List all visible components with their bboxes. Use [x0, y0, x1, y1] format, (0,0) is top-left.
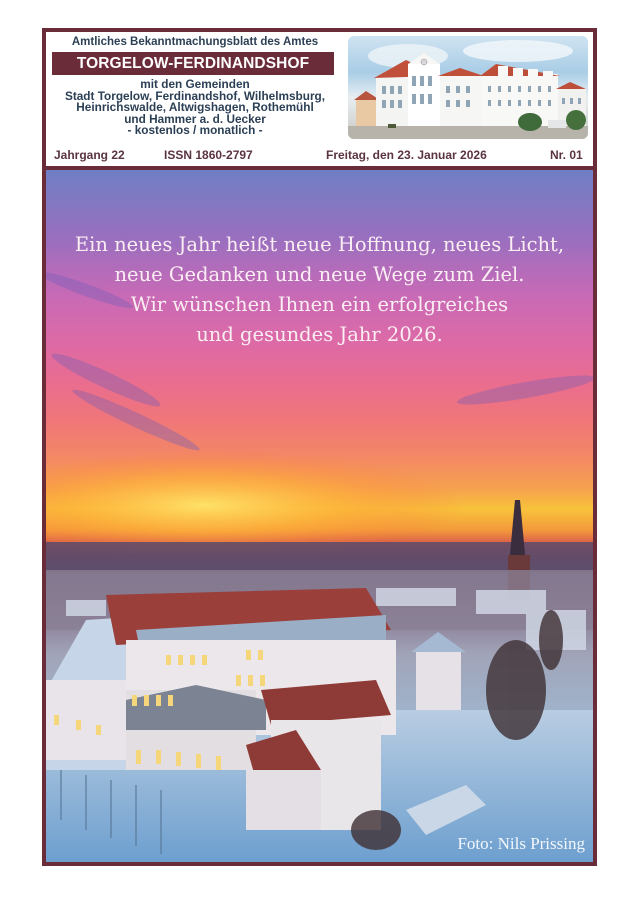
masthead-kicker: Amtliches Bekanntmachungsblatt des Amtes	[71, 36, 319, 48]
greeting-line: und gesundes Jahr 2026.	[196, 323, 443, 346]
building-illustration	[348, 36, 588, 139]
cover-photo	[46, 170, 593, 862]
issn-label: ISSN 1860-2797	[164, 148, 253, 162]
communities-line: Stadt Torgelow, Ferdinandshof, Wilhelmsburg,	[64, 88, 326, 103]
greeting-line: Wir wünschen Ihnen ein erfolgreiches	[130, 293, 509, 316]
communities-line: und Hammer a. d. Uecker	[124, 111, 266, 126]
newsletter-frame	[42, 28, 597, 866]
issue-date: Freitag, den 23. Januar 2026	[326, 148, 487, 162]
greeting-line: Ein neues Jahr heißt neue Hoffnung, neues Licht,	[74, 233, 565, 256]
masthead	[46, 32, 593, 166]
volume-label: Jahrgang 22	[54, 148, 125, 162]
issue-number: Nr. 01	[550, 148, 583, 162]
town-hall-photo	[348, 36, 588, 139]
communities-list	[46, 79, 344, 137]
communities-line: - kostenlos / monatlich -	[127, 123, 263, 137]
communities-line: Heinrichswalde, Altwigshagen, Rothemühl	[76, 100, 314, 114]
photo-credit: Foto: Nils Prissing	[457, 834, 585, 853]
masthead-title: TORGELOW-FERDINANDSHOF	[52, 52, 334, 75]
greeting-line: neue Gedanken und neue Wege zum Ziel.	[114, 263, 525, 286]
communities-line: mit den Gemeinden	[140, 77, 250, 91]
new-year-greeting	[46, 230, 593, 350]
issue-meta-row	[52, 146, 587, 164]
